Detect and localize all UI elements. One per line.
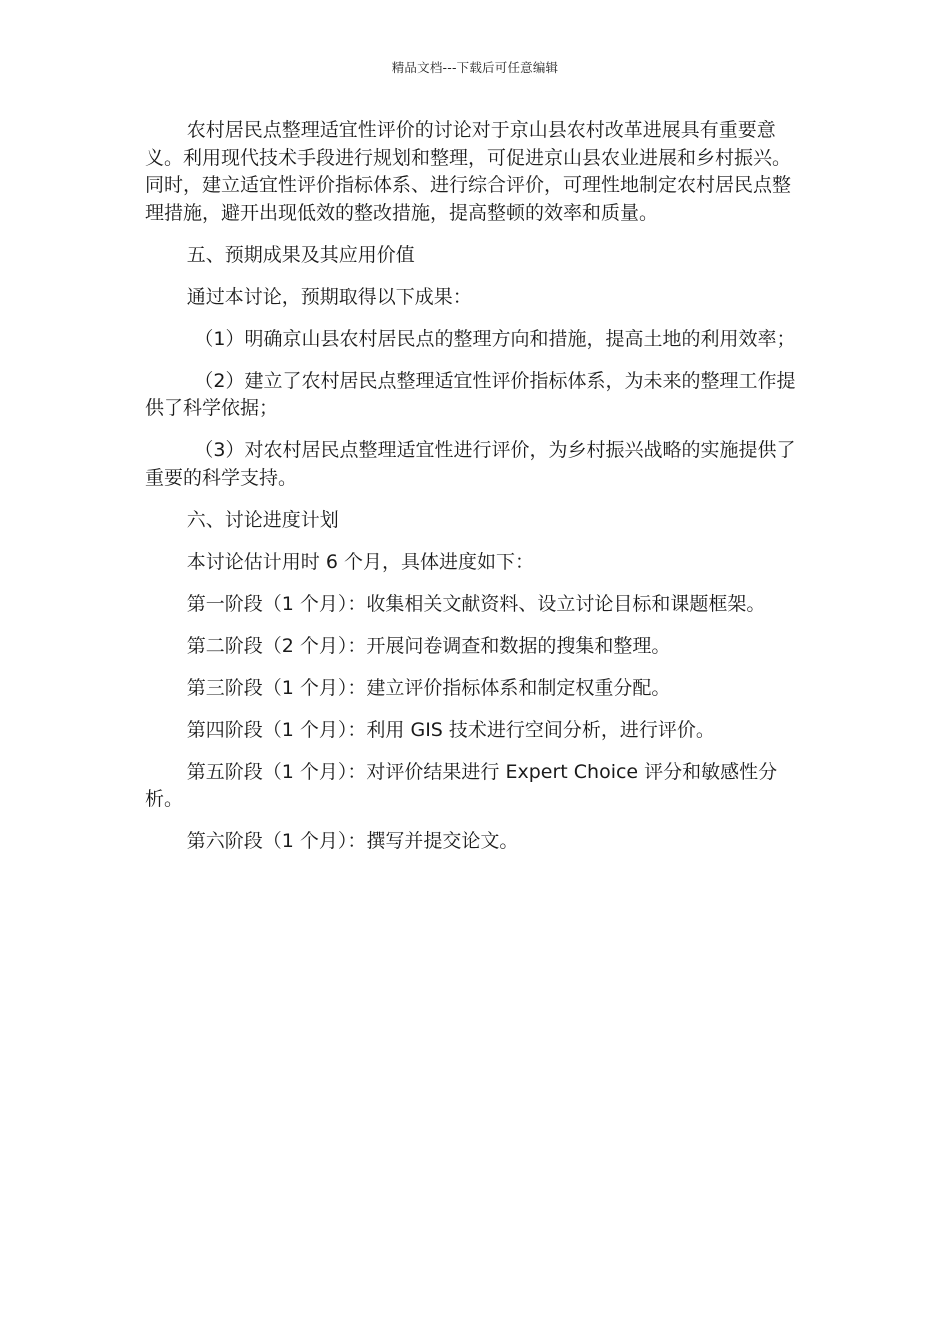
page-header: 精品文档---下载后可任意编辑	[391, 60, 559, 75]
paragraph-significance: 农村居民点整理适宜性评价的讨论对于京山县农村改革进展具有重要意义。利用现代技术手段进行规划和整理，可促进京山县农业进展和乡村振兴。同时，建立适宜性评价指标体系、进行综合评价，可理性地制定农村居民点整理措施，避开出现低效的整改措施，提高整顿的效率和质量。	[145, 119, 792, 224]
list-item-result-2: （2）建立了农村居民点整理适宜性评价指标体系，为未来的整理工作提供了科学依据；	[145, 369, 796, 419]
paragraph-results-intro: 通过本讨论，预期取得以下成果：	[186, 285, 472, 308]
section-heading-expected-results: 五、预期成果及其应用价值	[186, 243, 415, 266]
schedule-stage-2: 第二阶段（2 个月）：开展问卷调查和数据的搜集和整理。	[186, 634, 671, 657]
schedule-stage-4: 第四阶段（1 个月）：利用 GIS 技术进行空间分析，进行评价。	[186, 718, 715, 741]
schedule-stage-3: 第三阶段（1 个月）：建立评价指标体系和制定权重分配。	[186, 676, 671, 699]
schedule-stage-6: 第六阶段（1 个月）：撰写并提交论文。	[186, 830, 519, 852]
paragraph-schedule-intro: 本讨论估计用时 6 个月，具体进度如下：	[186, 550, 534, 573]
list-item-result-1: （1）明确京山县农村居民点的整理方向和措施，提高土地的利用效率；	[194, 327, 796, 350]
list-item-result-3: （3）对农村居民点整理适宜性进行评价，为乡村振兴战略的实施提供了重要的科学支持。	[145, 439, 796, 489]
schedule-stage-1: 第一阶段（1 个月）：收集相关文献资料、设立讨论目标和课题框架。	[186, 592, 766, 615]
document-body	[145, 117, 807, 870]
schedule-stage-5: 第五阶段（1 个月）：对评价结果进行 Expert Choice 评分和敏感性分析。	[145, 760, 778, 810]
section-heading-schedule: 六、讨论进度计划	[186, 508, 339, 531]
